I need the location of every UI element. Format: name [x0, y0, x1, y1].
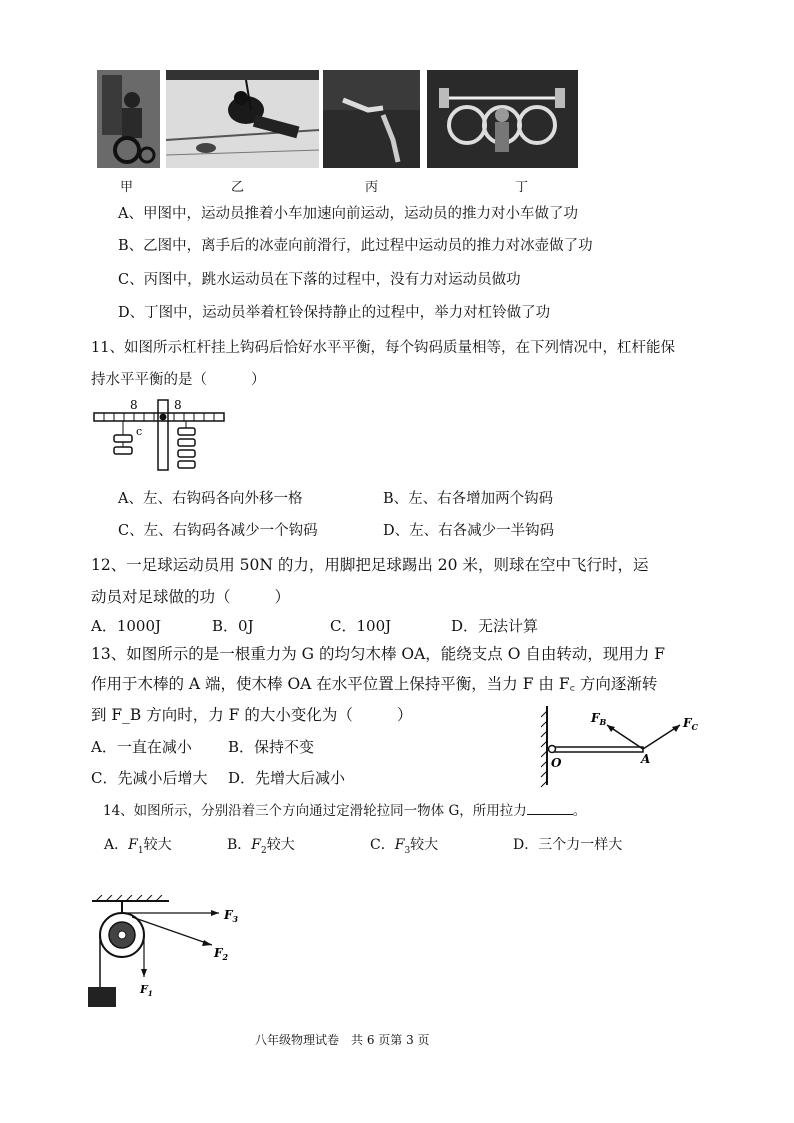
q11-stem-close: ） — [251, 372, 266, 388]
beam-label-fb-sub: B — [599, 717, 607, 727]
pulley-label-f3: F — [224, 908, 233, 922]
page-footer: 八年级物理试卷 共 6 页第 3 页 — [255, 1033, 430, 1047]
q14-answer-blank — [527, 800, 573, 815]
q14-option-d — [513, 835, 622, 855]
q14-option-c-text: 较大 — [410, 837, 439, 853]
q14-option-c-letter: C． — [370, 837, 395, 853]
pulley-label-f2-sub: 2 — [222, 952, 229, 962]
q14-stem — [103, 800, 586, 821]
q12-stem-line2 — [91, 587, 290, 607]
q12-option-c: C．100J — [330, 617, 392, 635]
q14-option-a-letter: A． — [104, 837, 129, 853]
q14-option-a-f: F — [128, 837, 138, 853]
beam-label-a: A — [641, 752, 651, 766]
q14-stem-end: 。 — [572, 803, 587, 819]
q14-option-b — [227, 835, 295, 861]
beam-label-o: O — [551, 756, 562, 770]
photo-weightlifting-graphic — [427, 70, 578, 168]
beam-label-fc-sub: C — [691, 722, 698, 732]
svg-text:F2 — [213, 946, 229, 962]
beam-label-fb: F — [591, 711, 600, 725]
caption-jia: 甲 — [120, 180, 134, 195]
q13-stem-line3 — [91, 705, 412, 725]
q14-option-b-sub: 2 — [261, 845, 267, 856]
svg-text:FB — [590, 711, 607, 727]
q11-stem-line1: 11、如图所示杠杆挂上钩码后恰好水平平衡，每个钩码质量相等，在下列情况中，杠杆能保 — [91, 340, 675, 356]
pulley-label-f2: F — [214, 946, 223, 960]
q13-stem-text: 到 F_B 方向时，力 F 的大小变化为（ — [91, 706, 353, 724]
photo-diving-graphic — [323, 70, 420, 168]
lever-figure — [92, 395, 232, 480]
lever-label-left: 8 — [130, 398, 138, 412]
q12-option-b: B．0J — [212, 617, 254, 635]
photo-weightlifting — [427, 70, 578, 168]
q11-stem-text: 持水平平衡的是（ — [91, 372, 207, 388]
pulley-label-f3-sub: 3 — [232, 914, 239, 924]
q11-option-b: B、左、右各增加两个钩码 — [383, 491, 554, 507]
q12-stem-line1: 12、一足球运动员用 50N 的力，用脚把足球踢出 20 米，则球在空中飞行时，运 — [91, 556, 649, 574]
q14-option-c-f: F — [394, 837, 405, 853]
q11-option-d: D、左、右各减少一半钩码 — [383, 523, 555, 539]
photo-wheelchair — [97, 70, 160, 168]
q14-option-c — [370, 835, 438, 861]
q12-option-a: A．1000J — [91, 617, 162, 635]
beam-label-fc: F — [683, 716, 692, 730]
q13-stem-line2: 作用于木棒的 A 端，使木棒 OA 在水平位置上保持平衡，当力 F 由 F꜀ 方向逐渐转 — [91, 675, 658, 693]
lever-label-c: c — [136, 425, 143, 438]
q13-stem-line1: 13、如图所示的是一根重力为 G 的均匀木棒 OA，能绕支点 O 自由转动，现用力 F — [91, 645, 666, 663]
q14-option-a — [104, 835, 172, 861]
svg-text:F1 — [139, 983, 153, 998]
svg-text:F3 — [223, 908, 239, 924]
q11-option-a: A、左、右钩码各向外移一格 — [118, 491, 303, 507]
pulley-figure — [84, 895, 254, 1010]
lever-label-right: 8 — [174, 398, 182, 412]
photo-curling-graphic — [166, 70, 319, 168]
q10-option-c: C、丙图中，跳水运动员在下落的过程中，没有力对运动员做功 — [118, 272, 521, 288]
q10-option-a: A、甲图中，运动员推着小车加速向前运动，运动员的推力对小车做了功 — [118, 206, 578, 222]
q14-option-a-text: 较大 — [143, 837, 172, 853]
q14-option-d-letter: D． — [513, 837, 539, 853]
pulley-label-f1: F — [140, 983, 148, 996]
caption-yi: 乙 — [231, 180, 245, 195]
q11-stem-line2 — [91, 370, 266, 390]
photo-diving — [323, 70, 420, 168]
q10-option-b: B、乙图中，离手后的冰壶向前滑行，此过程中运动员的推力对冰壶做了功 — [118, 238, 593, 254]
photo-curling — [166, 70, 319, 168]
q11-option-c: C、左、右钩码各减少一个钩码 — [118, 523, 318, 539]
q14-option-b-text: 较大 — [266, 837, 295, 853]
q13-option-c: C．先减小后增大 — [91, 769, 208, 787]
q14-option-b-f: F — [251, 837, 262, 853]
q10-option-d: D、丁图中，运动员举着杠铃保持静止的过程中，举力对杠铃做了功 — [118, 305, 551, 321]
q14-option-c-sub: 3 — [404, 845, 411, 856]
beam-figure — [535, 703, 710, 788]
q14-option-b-letter: B． — [227, 837, 252, 853]
photo-wheelchair-graphic — [97, 70, 160, 168]
q14-option-d-text: 三个力一样大 — [538, 837, 623, 853]
q14-option-a-sub: 1 — [137, 845, 144, 856]
q13-stem-close: ） — [396, 706, 413, 724]
q12-stem-text: 动员对足球做的功（ — [91, 588, 231, 606]
pulley-label-f1-sub: 1 — [147, 989, 153, 998]
caption-ding: 丁 — [515, 180, 529, 195]
q13-option-d: D．先增大后减小 — [228, 769, 346, 787]
svg-text:FC — [682, 716, 699, 732]
q12-stem-close: ） — [274, 588, 291, 606]
q14-stem-text: 14、如图所示，分别沿着三个方向通过定滑轮拉同一物体 G，所用拉力 — [103, 803, 527, 819]
caption-bing: 丙 — [365, 180, 379, 195]
q13-option-a: A．一直在减小 — [91, 738, 192, 756]
q12-option-d: D．无法计算 — [451, 617, 539, 635]
q13-option-b: B．保持不变 — [228, 738, 315, 756]
